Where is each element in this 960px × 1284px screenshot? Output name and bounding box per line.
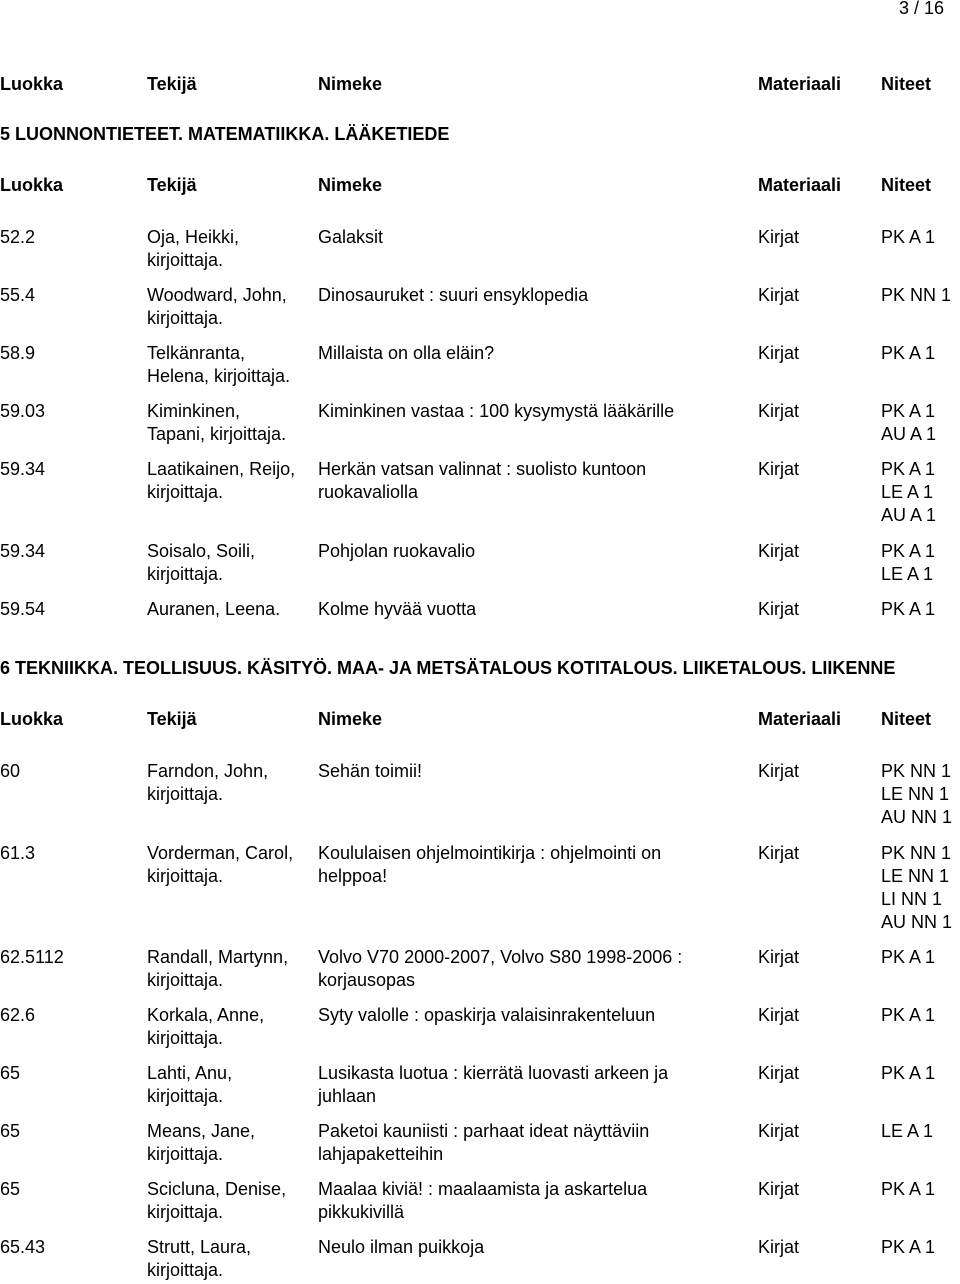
title-cell-line: Kolme hyvää vuotta (318, 599, 477, 619)
column-header-row (0, 709, 960, 733)
author-cell (147, 284, 312, 330)
author-cell-line: kirjoittaja. (147, 482, 224, 502)
class-cell: 59.34 (0, 459, 46, 479)
material-cell: Kirjat (758, 843, 800, 863)
title-cell-line: pikkukivillä (318, 1202, 405, 1222)
holdings-cell (881, 760, 960, 829)
author-cell-line: kirjoittaja. (147, 1202, 224, 1222)
header-author: Tekijä (147, 709, 197, 729)
title-cell (318, 342, 738, 365)
author-cell-line: Auranen, Leena. (147, 599, 281, 619)
author-cell-line: Telkänranta, (147, 343, 246, 363)
author-cell (147, 226, 312, 272)
title-cell-line: helppoa! (318, 866, 388, 886)
author-cell-line: Randall, Martynn, (147, 947, 289, 967)
author-cell-line: Tapani, kirjoittaja. (147, 424, 287, 444)
title-cell-line: Lusikasta luotua : kierrätä luovasti arkeen ja (318, 1063, 669, 1083)
holdings-cell-line: PK NN 1 (881, 843, 952, 863)
material-cell: Kirjat (758, 343, 800, 363)
class-cell: 65.43 (0, 1237, 46, 1257)
author-cell (147, 946, 312, 992)
material-cell: Kirjat (758, 459, 800, 479)
title-cell (318, 1120, 738, 1166)
author-cell-line: Laatikainen, Reijo, (147, 459, 296, 479)
author-cell-line: Scicluna, Denise, (147, 1179, 287, 1199)
column-header-row (0, 175, 960, 199)
title-cell-line: korjausopas (318, 970, 416, 990)
title-cell-line: Maalaa kiviä! : maalaamista ja askartelua (318, 1179, 648, 1199)
class-cell: 58.9 (0, 343, 36, 363)
author-cell-line: Oja, Heikki, (147, 227, 240, 247)
header-author: Tekijä (147, 74, 197, 94)
holdings-cell-line: PK A 1 (881, 599, 936, 619)
holdings-cell (881, 540, 960, 586)
material-cell: Kirjat (758, 1121, 800, 1141)
class-cell: 65 (0, 1179, 21, 1199)
title-cell (318, 458, 738, 504)
holdings-cell-line: AU A 1 (881, 505, 937, 525)
holdings-cell-line: AU A 1 (881, 424, 937, 444)
header-material: Materiaali (758, 709, 842, 729)
author-cell (147, 400, 312, 446)
holdings-cell (881, 842, 960, 934)
holdings-cell (881, 598, 960, 621)
holdings-cell (881, 342, 960, 365)
class-cell: 62.6 (0, 1005, 36, 1025)
class-cell: 62.5112 (0, 947, 64, 967)
title-cell-line: Kiminkinen vastaa : 100 kysymystä lääkärille (318, 401, 675, 421)
title-cell-line: Neulo ilman puikkoja (318, 1237, 485, 1257)
material-cell: Kirjat (758, 947, 800, 967)
holdings-cell-line: PK A 1 (881, 541, 936, 561)
title-cell-line: Paketoi kauniisti : parhaat ideat näyttäviin (318, 1121, 650, 1141)
holdings-cell (881, 284, 960, 307)
title-cell-line: lahjapaketteihin (318, 1144, 444, 1164)
holdings-cell-line: LE A 1 (881, 482, 934, 502)
title-cell-line: Sehän toimii! (318, 761, 423, 781)
class-cell: 52.2 (0, 227, 36, 247)
holdings-cell (881, 1236, 960, 1259)
header-holdings: Niteet (881, 709, 932, 729)
title-cell (318, 760, 738, 783)
title-cell (318, 842, 738, 888)
title-cell-line: juhlaan (318, 1086, 377, 1106)
author-cell-line: Kiminkinen, (147, 401, 241, 421)
author-cell (147, 1062, 312, 1108)
title-cell-line: ruokavaliolla (318, 482, 419, 502)
author-cell (147, 540, 312, 586)
title-cell-line: Millaista on olla eläin? (318, 343, 495, 363)
holdings-cell-line: LE NN 1 (881, 866, 950, 886)
holdings-cell (881, 1178, 960, 1201)
holdings-cell-line: LE NN 1 (881, 784, 950, 804)
title-cell-line: Koululaisen ohjelmointikirja : ohjelmointi on (318, 843, 662, 863)
author-cell (147, 1236, 312, 1282)
author-cell-line: kirjoittaja. (147, 1028, 224, 1048)
title-cell-line: Herkän vatsan valinnat : suolisto kuntoon (318, 459, 647, 479)
author-cell-line: kirjoittaja. (147, 564, 224, 584)
header-title: Nimeke (318, 709, 383, 729)
header-class: Luokka (0, 175, 64, 195)
header-material: Materiaali (758, 74, 842, 94)
holdings-cell-line: LE A 1 (881, 1121, 934, 1141)
header-title: Nimeke (318, 175, 383, 195)
author-cell-line: Farndon, John, (147, 761, 269, 781)
title-cell-line: Syty valolle : opaskirja valaisinrakenteluun (318, 1005, 656, 1025)
class-cell: 65 (0, 1063, 21, 1083)
holdings-cell-line: PK NN 1 (881, 285, 952, 305)
holdings-cell-line: PK A 1 (881, 459, 936, 479)
author-cell-line: Strutt, Laura, (147, 1237, 252, 1257)
author-cell-line: kirjoittaja. (147, 970, 224, 990)
author-cell-line: Helena, kirjoittaja. (147, 366, 291, 386)
material-cell: Kirjat (758, 761, 800, 781)
holdings-cell-line: PK A 1 (881, 401, 936, 421)
holdings-cell-line: LI NN 1 (881, 889, 943, 909)
holdings-cell (881, 1004, 960, 1027)
class-cell: 65 (0, 1121, 21, 1141)
page-number: 3 / 16 (898, 0, 944, 18)
holdings-cell (881, 1120, 960, 1143)
material-cell: Kirjat (758, 227, 800, 247)
holdings-cell-line: PK A 1 (881, 227, 936, 247)
title-cell (318, 1178, 738, 1224)
holdings-cell-line: PK A 1 (881, 1179, 936, 1199)
author-cell (147, 342, 312, 388)
title-cell-line: Dinosauruket : suuri ensyklopedia (318, 285, 589, 305)
holdings-cell-line: PK A 1 (881, 1005, 936, 1025)
header-material: Materiaali (758, 175, 842, 195)
holdings-cell (881, 946, 960, 969)
header-holdings: Niteet (881, 74, 932, 94)
title-cell (318, 400, 738, 423)
section-title: 6 TEKNIIKKA. TEOLLISUUS. KÄSITYÖ. MAA- JA METSÄTALOUS KOTITALOUS. LIIKETALOUS. LIIKENNE (0, 658, 896, 678)
class-cell: 59.03 (0, 401, 46, 421)
title-cell (318, 946, 738, 992)
material-cell: Kirjat (758, 1179, 800, 1199)
material-cell: Kirjat (758, 1063, 800, 1083)
material-cell: Kirjat (758, 599, 800, 619)
title-cell (318, 1236, 738, 1259)
title-cell (318, 1062, 738, 1108)
author-cell-line: kirjoittaja. (147, 1144, 224, 1164)
author-cell (147, 458, 312, 504)
holdings-cell-line: PK A 1 (881, 343, 936, 363)
title-cell (318, 226, 738, 249)
author-cell-line: kirjoittaja. (147, 308, 224, 328)
title-cell (318, 598, 738, 621)
header-title: Nimeke (318, 74, 383, 94)
class-cell: 60 (0, 761, 21, 781)
author-cell-line: Vorderman, Carol, (147, 843, 294, 863)
header-class: Luokka (0, 709, 64, 729)
title-cell-line: Galaksit (318, 227, 384, 247)
author-cell-line: kirjoittaja. (147, 784, 224, 804)
class-cell: 59.34 (0, 541, 46, 561)
title-cell-line: Volvo V70 2000-2007, Volvo S80 1998-2006 : (318, 947, 683, 967)
header-author: Tekijä (147, 175, 197, 195)
author-cell-line: Lahti, Anu, (147, 1063, 233, 1083)
material-cell: Kirjat (758, 401, 800, 421)
author-cell (147, 1004, 312, 1050)
author-cell-line: Woodward, John, (147, 285, 287, 305)
author-cell-line: Soisalo, Soili, (147, 541, 256, 561)
class-cell: 55.4 (0, 285, 36, 305)
holdings-cell-line: AU NN 1 (881, 807, 953, 827)
header-holdings: Niteet (881, 175, 932, 195)
author-cell-line: kirjoittaja. (147, 866, 224, 886)
author-cell-line: kirjoittaja. (147, 1086, 224, 1106)
title-cell (318, 284, 738, 307)
section-title: 5 LUONNONTIETEET. MATEMATIIKKA. LÄÄKETIEDE (0, 124, 450, 144)
material-cell: Kirjat (758, 285, 800, 305)
author-cell-line: Korkala, Anne, (147, 1005, 265, 1025)
holdings-cell-line: AU NN 1 (881, 912, 953, 932)
holdings-cell-line: PK NN 1 (881, 761, 952, 781)
material-cell: Kirjat (758, 541, 800, 561)
header-class: Luokka (0, 74, 64, 94)
title-cell (318, 1004, 738, 1027)
holdings-cell (881, 458, 960, 527)
author-cell (147, 1120, 312, 1166)
holdings-cell-line: PK A 1 (881, 947, 936, 967)
material-cell: Kirjat (758, 1005, 800, 1025)
title-cell-line: Pohjolan ruokavalio (318, 541, 476, 561)
holdings-cell (881, 1062, 960, 1085)
author-cell (147, 1178, 312, 1224)
holdings-cell-line: PK A 1 (881, 1063, 936, 1083)
holdings-cell-line: PK A 1 (881, 1237, 936, 1257)
holdings-cell (881, 226, 960, 249)
author-cell (147, 598, 312, 621)
author-cell-line: kirjoittaja. (147, 250, 224, 270)
class-cell: 59.54 (0, 599, 46, 619)
author-cell (147, 760, 312, 806)
class-cell: 61.3 (0, 843, 36, 863)
author-cell-line: kirjoittaja. (147, 1260, 224, 1280)
title-cell (318, 540, 738, 563)
column-header-row (0, 74, 960, 98)
material-cell: Kirjat (758, 1237, 800, 1257)
author-cell (147, 842, 312, 888)
author-cell-line: Means, Jane, (147, 1121, 256, 1141)
holdings-cell (881, 400, 960, 446)
holdings-cell-line: LE A 1 (881, 564, 934, 584)
